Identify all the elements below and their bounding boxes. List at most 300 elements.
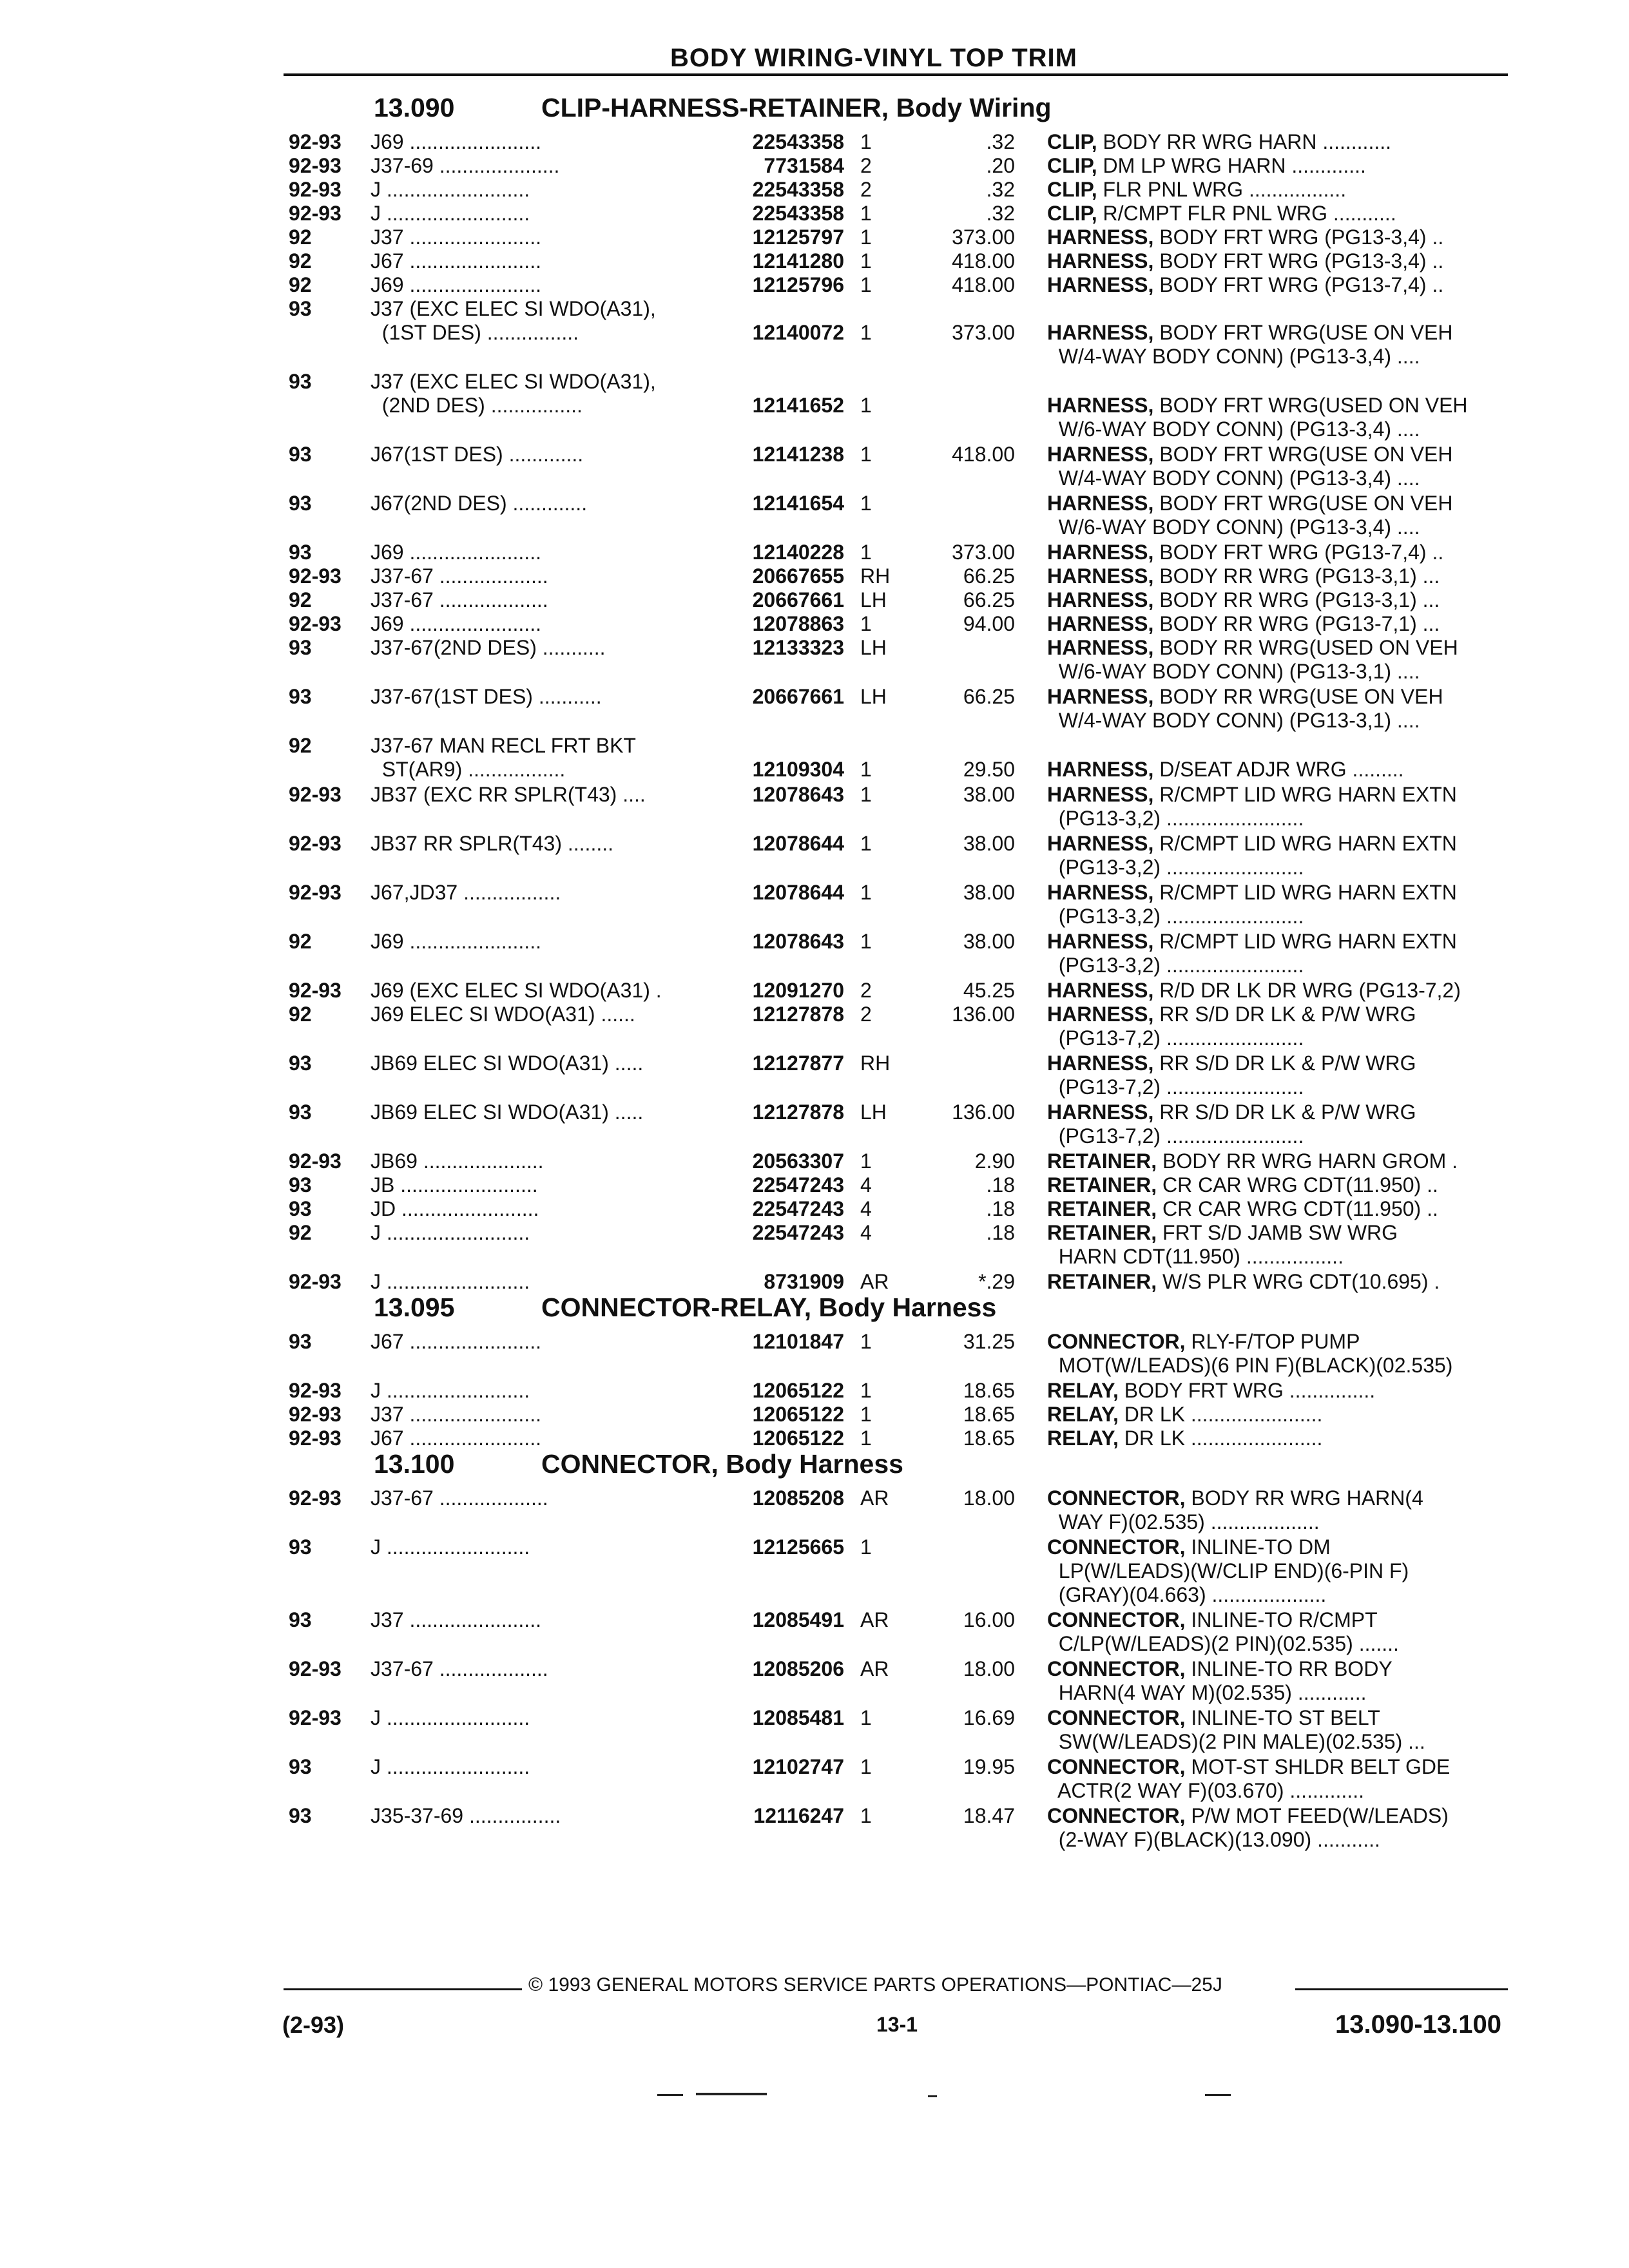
price: 66.25	[963, 685, 1015, 708]
part-description: HARNESS, R/CMPT LID WRG HARN EXTN	[1047, 783, 1457, 806]
part-entry	[0, 130, 1629, 154]
part-entry	[0, 1403, 1629, 1427]
price: 2.90	[974, 1149, 1015, 1173]
model-year: 93	[289, 1535, 312, 1559]
usage-code: J .........................	[371, 1221, 530, 1244]
part-entry	[0, 178, 1629, 202]
part-entry	[0, 930, 1629, 977]
section-heading	[374, 1293, 996, 1323]
usage-code: J67,JD37 .................	[371, 881, 561, 904]
section-name: CONNECTOR, Body Harness	[541, 1449, 903, 1479]
part-number: 12101847	[752, 1330, 844, 1353]
part-number: 12078863	[752, 612, 844, 635]
part-description: (2-WAY F)(BLACK)(13.090) ...........	[1047, 1828, 1380, 1851]
part-description: RETAINER, BODY RR WRG HARN GROM .	[1047, 1149, 1458, 1173]
part-description: MOT(W/LEADS)(6 PIN F)(BLACK)(02.535)	[1047, 1354, 1453, 1377]
part-number: 12065122	[752, 1379, 844, 1402]
part-number: 12065122	[752, 1427, 844, 1450]
quantity: 1	[860, 202, 872, 225]
usage-code: J67(2ND DES) .............	[371, 492, 588, 515]
section-name: CONNECTOR-RELAY, Body Harness	[541, 1293, 997, 1322]
part-entry	[0, 297, 1629, 369]
part-entry	[0, 734, 1629, 782]
usage-code: J69 (EXC ELEC SI WDO(A31) .	[371, 979, 662, 1002]
quantity: 1	[860, 832, 872, 855]
price: 66.25	[963, 564, 1015, 588]
part-entry	[0, 1330, 1629, 1378]
part-description: RELAY, DR LK .......................	[1047, 1403, 1323, 1426]
scan-mark	[1205, 2094, 1231, 2096]
part-entry	[0, 1755, 1629, 1803]
model-year: 92	[289, 734, 312, 757]
part-number: 12078644	[752, 832, 844, 855]
quantity: LH	[860, 636, 887, 659]
model-year: 93	[289, 541, 312, 564]
usage-code: J .........................	[371, 1535, 530, 1559]
quantity: AR	[860, 1486, 889, 1510]
quantity: 1	[860, 1330, 872, 1353]
price: 136.00	[952, 1100, 1015, 1124]
usage-code: J69 .......................	[371, 930, 541, 953]
model-year: 93	[289, 1052, 312, 1075]
part-description: CONNECTOR, MOT-ST SHLDR BELT GDE	[1047, 1755, 1451, 1778]
part-description: HARN(4 WAY M)(02.535) ............	[1047, 1681, 1367, 1704]
model-year: 92-93	[289, 564, 342, 588]
part-description: W/4-WAY BODY CONN) (PG13-3,4) ....	[1047, 345, 1420, 368]
part-description: (PG13-3,2) ........................	[1047, 856, 1304, 879]
model-year: 92-93	[289, 130, 342, 153]
model-year: 92-93	[289, 1270, 342, 1293]
usage-code: J69 .......................	[371, 130, 541, 153]
part-number: 12116247	[753, 1804, 844, 1827]
part-description: CLIP, FLR PNL WRG .................	[1047, 178, 1347, 201]
usage-code: JB69 ELEC SI WDO(A31) .....	[371, 1100, 644, 1124]
model-year: 93	[289, 1804, 312, 1827]
part-entry	[0, 541, 1629, 564]
model-year: 92-93	[289, 1427, 342, 1450]
part-number: 12127878	[752, 1003, 844, 1026]
usage-code: J37-67 MAN RECL FRT BKT	[371, 734, 636, 757]
part-entry	[0, 1657, 1629, 1705]
part-entry	[0, 273, 1629, 297]
price: 18.00	[963, 1657, 1015, 1680]
price: 29.50	[963, 758, 1015, 781]
part-description: CONNECTOR, INLINE-TO ST BELT	[1047, 1706, 1380, 1729]
part-entry	[0, 979, 1629, 1003]
usage-code: JD ........................	[371, 1197, 539, 1220]
part-description: HARNESS, R/D DR LK DR WRG (PG13-7,2)	[1047, 979, 1461, 1002]
part-description: HARNESS, R/CMPT LID WRG HARN EXTN	[1047, 832, 1457, 855]
part-description: RELAY, BODY FRT WRG ...............	[1047, 1379, 1376, 1402]
price: 373.00	[952, 321, 1015, 344]
part-entry	[0, 783, 1629, 831]
usage-code: J67 .......................	[371, 249, 541, 273]
usage-code: J .........................	[371, 1706, 530, 1729]
usage-code: J69 .......................	[371, 273, 541, 296]
price: 373.00	[952, 226, 1015, 249]
part-entry	[0, 612, 1629, 636]
quantity: 1	[860, 1706, 872, 1729]
part-description: HARNESS, BODY RR WRG(USED ON VEH	[1047, 636, 1458, 659]
model-year: 93	[289, 370, 312, 393]
part-description: SW(W/LEADS)(2 PIN MALE)(02.535) ...	[1047, 1730, 1425, 1753]
part-description: HARNESS, R/CMPT LID WRG HARN EXTN	[1047, 881, 1457, 904]
model-year: 92-93	[289, 1149, 342, 1173]
part-entry	[0, 492, 1629, 539]
part-entry	[0, 1221, 1629, 1269]
usage-code: JB69 .....................	[371, 1149, 544, 1173]
part-number: 12127878	[752, 1100, 844, 1124]
usage-code: J69 .......................	[371, 541, 541, 564]
part-number: 22547243	[752, 1173, 844, 1196]
part-entry	[0, 881, 1629, 928]
part-description: WAY F)(02.535) ...................	[1047, 1510, 1320, 1533]
model-year: 92-93	[289, 1486, 342, 1510]
price: 418.00	[952, 249, 1015, 273]
part-description: HARNESS, BODY FRT WRG(USE ON VEH	[1047, 321, 1453, 344]
quantity: 1	[860, 492, 872, 515]
part-number: 12125797	[752, 226, 844, 249]
price: 18.65	[963, 1379, 1015, 1402]
usage-code: J37-67(1ST DES) ...........	[371, 685, 602, 708]
part-entry	[0, 226, 1629, 249]
part-number: 12085491	[752, 1608, 844, 1631]
part-entry	[0, 1173, 1629, 1197]
part-number: 12133323	[752, 636, 844, 659]
part-entry	[0, 1052, 1629, 1099]
part-entry	[0, 685, 1629, 733]
part-number: 7731584	[764, 154, 844, 177]
footer-rule-right	[1295, 1988, 1508, 1990]
price: .32	[986, 130, 1015, 153]
usage-code: J37 .......................	[371, 1608, 541, 1631]
quantity: 2	[860, 979, 872, 1002]
model-year: 93	[289, 1608, 312, 1631]
part-description: CLIP, R/CMPT FLR PNL WRG ...........	[1047, 202, 1396, 225]
part-entry	[0, 1427, 1629, 1450]
part-entry	[0, 636, 1629, 684]
model-year: 93	[289, 492, 312, 515]
part-description: CONNECTOR, INLINE-TO R/CMPT	[1047, 1608, 1378, 1631]
section-number: 13.095	[374, 1293, 455, 1322]
price: .32	[986, 178, 1015, 201]
price: 38.00	[963, 930, 1015, 953]
model-year: 93	[289, 1197, 312, 1220]
part-description: HARNESS, BODY FRT WRG(USE ON VEH	[1047, 492, 1453, 515]
price: 38.00	[963, 832, 1015, 855]
part-description: HARNESS, BODY FRT WRG(USE ON VEH	[1047, 443, 1453, 466]
part-number: 12127877	[752, 1052, 844, 1075]
scan-mark	[657, 2094, 683, 2096]
footer-rule-left	[284, 1988, 522, 1990]
quantity: 2	[860, 1003, 872, 1026]
quantity: 1	[860, 930, 872, 953]
model-year: 93	[289, 685, 312, 708]
part-description: CONNECTOR, RLY-F/TOP PUMP	[1047, 1330, 1360, 1353]
price: 18.65	[963, 1427, 1015, 1450]
usage-code: J37-67 ...................	[371, 588, 548, 611]
part-number: 12141238	[752, 443, 844, 466]
quantity: 1	[860, 541, 872, 564]
part-number: 20667661	[752, 685, 844, 708]
price: 16.69	[963, 1706, 1015, 1729]
part-entry	[0, 1149, 1629, 1173]
model-year: 92-93	[289, 154, 342, 177]
part-number: 12078643	[752, 930, 844, 953]
part-description: HARNESS, RR S/D DR LK & P/W WRG	[1047, 1003, 1416, 1026]
usage-code: J35-37-69 ................	[371, 1804, 561, 1827]
part-number: 12141280	[752, 249, 844, 273]
header-rule	[284, 73, 1508, 76]
model-year: 92	[289, 1003, 312, 1026]
part-number: 12091270	[752, 979, 844, 1002]
part-number: 22547243	[752, 1197, 844, 1220]
part-entry	[0, 249, 1629, 273]
part-number: 12141652	[752, 394, 844, 417]
part-entry	[0, 832, 1629, 879]
price: *.29	[978, 1270, 1015, 1293]
part-entry	[0, 1270, 1629, 1294]
part-entry	[0, 1100, 1629, 1148]
part-entry	[0, 202, 1629, 226]
part-description: HARNESS, D/SEAT ADJR WRG .........	[1047, 758, 1404, 781]
part-entry	[0, 1197, 1629, 1221]
price: 94.00	[963, 612, 1015, 635]
model-year: 92-93	[289, 1379, 342, 1402]
quantity: LH	[860, 588, 887, 611]
usage-code: (2ND DES) ................	[371, 394, 583, 417]
part-description: CONNECTOR, BODY RR WRG HARN(4	[1047, 1486, 1423, 1510]
price: .18	[986, 1221, 1015, 1244]
price: 18.00	[963, 1486, 1015, 1510]
quantity: 1	[860, 1804, 872, 1827]
usage-code: J .........................	[371, 1755, 530, 1778]
price: .18	[986, 1197, 1015, 1220]
usage-code: J37-67 ...................	[371, 564, 548, 588]
part-number: 8731909	[764, 1270, 844, 1293]
quantity: 1	[860, 130, 872, 153]
part-description: HARNESS, BODY FRT WRG (PG13-7,4) ..	[1047, 273, 1444, 296]
quantity: 4	[860, 1173, 872, 1196]
part-entry	[0, 1706, 1629, 1754]
part-number: 20667661	[752, 588, 844, 611]
part-description: (PG13-7,2) ........................	[1047, 1075, 1304, 1099]
part-description: (GRAY)(04.663) ....................	[1047, 1583, 1327, 1606]
part-description: W/6-WAY BODY CONN) (PG13-3,4) ....	[1047, 515, 1420, 539]
price: 66.25	[963, 588, 1015, 611]
usage-code: J .........................	[371, 1379, 530, 1402]
part-description: CLIP, BODY RR WRG HARN ............	[1047, 130, 1391, 153]
usage-code: J37 (EXC ELEC SI WDO(A31),	[371, 297, 656, 320]
usage-code: JB69 ELEC SI WDO(A31) .....	[371, 1052, 644, 1075]
part-description: RETAINER, FRT S/D JAMB SW WRG	[1047, 1221, 1398, 1244]
model-year: 92	[289, 588, 312, 611]
model-year: 92	[289, 1221, 312, 1244]
part-description: HARNESS, BODY RR WRG (PG13-3,1) ...	[1047, 588, 1440, 611]
part-number: 12141654	[752, 492, 844, 515]
usage-code: J37-69 .....................	[371, 154, 560, 177]
part-number: 22543358	[752, 130, 844, 153]
usage-code: (1ST DES) ................	[371, 321, 579, 344]
quantity: 1	[860, 758, 872, 781]
part-number: 12102747	[752, 1755, 844, 1778]
part-description: C/LP(W/LEADS)(2 PIN)(02.535) .......	[1047, 1632, 1399, 1655]
part-description: HARNESS, RR S/D DR LK & P/W WRG	[1047, 1100, 1416, 1124]
part-entry	[0, 1804, 1629, 1852]
part-description: CONNECTOR, INLINE-TO DM	[1047, 1535, 1331, 1559]
part-number: 12065122	[752, 1403, 844, 1426]
part-description: RELAY, DR LK .......................	[1047, 1427, 1323, 1450]
usage-code: J .........................	[371, 1270, 530, 1293]
page-title: BODY WIRING-VINYL TOP TRIM	[670, 44, 1077, 72]
quantity: 1	[860, 321, 872, 344]
part-description: HARNESS, BODY RR WRG (PG13-3,1) ...	[1047, 564, 1440, 588]
quantity: 1	[860, 394, 872, 417]
model-year: 92-93	[289, 202, 342, 225]
quantity: 1	[860, 273, 872, 296]
price: .18	[986, 1173, 1015, 1196]
part-description: W/4-WAY BODY CONN) (PG13-3,1) ....	[1047, 709, 1420, 732]
part-number: 12140228	[752, 541, 844, 564]
part-number: 12085208	[752, 1486, 844, 1510]
model-year: 93	[289, 443, 312, 466]
part-description: CLIP, DM LP WRG HARN .............	[1047, 154, 1366, 177]
part-number: 22543358	[752, 178, 844, 201]
footer-date: (2-93)	[282, 2012, 345, 2038]
price: 136.00	[952, 1003, 1015, 1026]
model-year: 93	[289, 1755, 312, 1778]
usage-code: JB37 (EXC RR SPLR(T43) ....	[371, 783, 646, 806]
quantity: 2	[860, 178, 872, 201]
part-description: W/6-WAY BODY CONN) (PG13-3,1) ....	[1047, 660, 1420, 683]
usage-code: J37 .......................	[371, 226, 541, 249]
model-year: 92	[289, 273, 312, 296]
quantity: RH	[860, 1052, 891, 1075]
price: 38.00	[963, 783, 1015, 806]
price: 45.25	[963, 979, 1015, 1002]
price: 18.65	[963, 1403, 1015, 1426]
part-description: HARNESS, BODY FRT WRG (PG13-3,4) ..	[1047, 226, 1444, 249]
part-description: HARN CDT(11.950) .................	[1047, 1245, 1344, 1268]
part-description: W/4-WAY BODY CONN) (PG13-3,4) ....	[1047, 466, 1420, 490]
part-number: 12078643	[752, 783, 844, 806]
section-number: 13.090	[374, 93, 455, 122]
part-number: 22543358	[752, 202, 844, 225]
quantity: 1	[860, 1427, 872, 1450]
model-year: 93	[289, 636, 312, 659]
part-entry	[0, 564, 1629, 588]
quantity: AR	[860, 1270, 889, 1293]
usage-code: ST(AR9) .................	[371, 758, 566, 781]
quantity: 1	[860, 249, 872, 273]
quantity: 1	[860, 1403, 872, 1426]
model-year: 92	[289, 226, 312, 249]
part-description: (PG13-7,2) ........................	[1047, 1124, 1304, 1148]
model-year: 92-93	[289, 783, 342, 806]
model-year: 93	[289, 297, 312, 320]
part-number: 20563307	[752, 1149, 844, 1173]
part-number: 12078644	[752, 881, 844, 904]
model-year: 92	[289, 930, 312, 953]
quantity: 1	[860, 783, 872, 806]
part-description: HARNESS, BODY FRT WRG(USED ON VEH	[1047, 394, 1468, 417]
part-description: (PG13-7,2) ........................	[1047, 1026, 1304, 1050]
part-description: HARNESS, RR S/D DR LK & P/W WRG	[1047, 1052, 1416, 1075]
usage-code: J37-67 ...................	[371, 1486, 548, 1510]
part-entry	[0, 1379, 1629, 1403]
quantity: 1	[860, 443, 872, 466]
part-description: CONNECTOR, INLINE-TO RR BODY	[1047, 1657, 1393, 1680]
price: 16.00	[963, 1608, 1015, 1631]
footer-page-number: 13-1	[876, 2013, 918, 2036]
part-number: 12085206	[752, 1657, 844, 1680]
usage-code: J67(1ST DES) .............	[371, 443, 584, 466]
part-description: HARNESS, R/CMPT LID WRG HARN EXTN	[1047, 930, 1457, 953]
part-description: (PG13-3,2) ........................	[1047, 905, 1304, 928]
quantity: 1	[860, 881, 872, 904]
usage-code: J37-67 ...................	[371, 1657, 548, 1680]
usage-code: J67 .......................	[371, 1330, 541, 1353]
part-entry	[0, 1608, 1629, 1656]
part-description: HARNESS, BODY FRT WRG (PG13-7,4) ..	[1047, 541, 1444, 564]
model-year: 92-93	[289, 1657, 342, 1680]
usage-code: J67 .......................	[371, 1427, 541, 1450]
part-description: HARNESS, BODY FRT WRG (PG13-3,4) ..	[1047, 249, 1444, 273]
part-description: W/6-WAY BODY CONN) (PG13-3,4) ....	[1047, 418, 1420, 441]
usage-code: J .........................	[371, 178, 530, 201]
price: 19.95	[963, 1755, 1015, 1778]
section-heading	[374, 1449, 903, 1479]
part-description: HARNESS, BODY RR WRG (PG13-7,1) ...	[1047, 612, 1440, 635]
part-entry	[0, 154, 1629, 178]
price: 31.25	[963, 1330, 1015, 1353]
part-entry	[0, 1535, 1629, 1607]
footer-copyright: © 1993 GENERAL MOTORS SERVICE PARTS OPERATIONS—PONTIAC—25J	[528, 1974, 1222, 1995]
part-description: CONNECTOR, P/W MOT FEED(W/LEADS)	[1047, 1804, 1449, 1827]
scan-mark	[696, 2093, 767, 2095]
part-description: RETAINER, CR CAR WRG CDT(11.950) ..	[1047, 1197, 1438, 1220]
quantity: AR	[860, 1657, 889, 1680]
price: 418.00	[952, 443, 1015, 466]
usage-code: JB37 RR SPLR(T43) ........	[371, 832, 613, 855]
quantity: 1	[860, 1149, 872, 1173]
price: .32	[986, 202, 1015, 225]
price: 418.00	[952, 273, 1015, 296]
quantity: 1	[860, 1379, 872, 1402]
usage-code: JB ........................	[371, 1173, 538, 1196]
part-entry	[0, 588, 1629, 612]
footer-section-range: 13.090-13.100	[1335, 2010, 1502, 2039]
model-year: 92-93	[289, 1403, 342, 1426]
model-year: 93	[289, 1100, 312, 1124]
quantity: LH	[860, 685, 887, 708]
price: 38.00	[963, 881, 1015, 904]
part-description: LP(W/LEADS)(W/CLIP END)(6-PIN F)	[1047, 1559, 1409, 1582]
model-year: 92-93	[289, 612, 342, 635]
usage-code: J .........................	[371, 202, 530, 225]
price: 373.00	[952, 541, 1015, 564]
quantity: 1	[860, 226, 872, 249]
part-number: 12125796	[752, 273, 844, 296]
part-entry	[0, 443, 1629, 490]
price: 18.47	[963, 1804, 1015, 1827]
section-heading	[374, 93, 1052, 123]
part-description: (PG13-3,2) ........................	[1047, 954, 1304, 977]
model-year: 93	[289, 1330, 312, 1353]
model-year: 92-93	[289, 832, 342, 855]
part-entry	[0, 1486, 1629, 1534]
part-description: RETAINER, CR CAR WRG CDT(11.950) ..	[1047, 1173, 1438, 1196]
